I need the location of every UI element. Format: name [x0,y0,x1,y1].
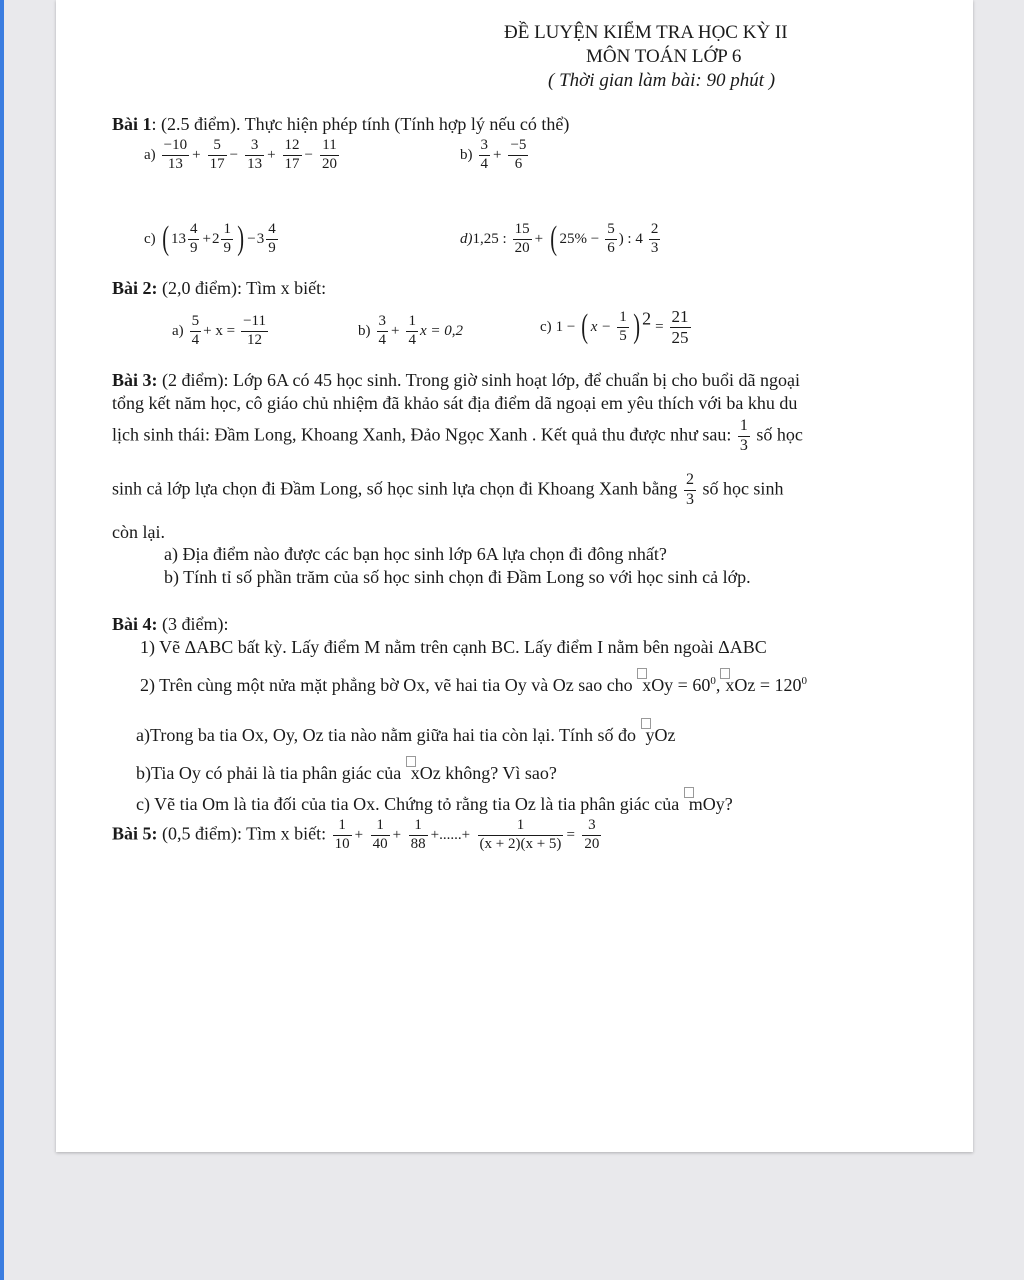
subject-title: MÔN TOÁN LỚP 6 [586,46,742,67]
window-edge [0,0,4,1280]
bai4-q1: 1) Vẽ ΔABC bất kỳ. Lấy điểm M nằm trên cạnh BC. Lấy điểm I nằm bên ngoài ΔABC [140,637,767,657]
bai4-heading: Bài 4: (3 điểm): [112,614,229,634]
bai3-label: Bài 3: [112,370,158,390]
bai3-line1: Bài 3: (2 điểm): Lớp 6A có 45 học sinh. Trong giờ sinh hoạt lớp, để chuẩn bị cho buổi dã ngoại [112,370,801,390]
bai5: Bài 5: (0,5 điểm): Tìm x biết: $\frac{1}{10}$ + $\frac{1}{40}$ + $\frac{1}{88}$ +......+ $\frac{1}{(x + 2)(x + 5)}$ = $\frac{3}{20}$ [112,817,600,852]
bai2-heading [112,278,326,299]
time-note: ( Thời gian làm bài: 90 phút ) [548,70,776,91]
document-page [56,0,973,1152]
bai2-c: c) 1 − ( x − $\frac{1}{5}$ ) 2 = $\frac{21}{25}$ [540,307,689,347]
bai4-label: Bài 4: [112,614,158,634]
bai1-heading [112,114,569,135]
bai4-part-b: b)Tia Oy có phải là tia phân giác của xOz không? Vì sao? [136,756,557,784]
bai2-label: Bài 2: [112,278,158,298]
bai3-line5: còn lại. [112,522,165,542]
bai2-text: (2,0 điểm): Tìm x biết: [157,278,327,298]
bai3-question-a: a) Địa điểm nào được các bạn học sinh lớp 6A lựa chọn đi đông nhất? [164,544,667,564]
bai4-q2: 2) Trên cùng một nửa mặt phẳng bờ Ox, vẽ hai tia Oy và Oz sao cho xOy = $60^0$, xOz = $120^0$ [140,668,807,696]
bai1-a: a) $\frac{-10}{13}$ + $\frac{5}{17}$ − $\frac{3}{13}$ + $\frac{12}{17}$ − $\frac{11}{20}$ [144,137,337,172]
bai5-label: Bài 5: [112,823,158,844]
bai3-line3: lịch sinh thái: Đầm Long, Khoang Xanh, Đảo Ngọc Xanh . Kết quả thu được như sau: $\frac{1}{3}$ số học [112,417,803,454]
bai4-part-c: c) Vẽ tia Om là tia đối của tia Ox. Chứng tỏ rằng tia Oz là tia phân giác của mOy? [136,787,733,815]
exam-title: ĐỀ LUYỆN KIỂM TRA HỌC KỲ II [504,22,788,43]
bai3-line4: sinh cả lớp lựa chọn đi Đầm Long, số học sinh lựa chọn đi Khoang Xanh bằng $\frac{2}{3}$ số học sinh [112,471,784,508]
bai1-b: b) $\frac{3}{4}$ + $\frac{-5}{6}$ [460,137,527,172]
bai3-line2: tổng kết năm học, cô giáo chủ nhiệm đã khảo sát địa điểm dã ngoại em yêu thích với ba khu du [112,393,798,413]
bai2-b: b) $\frac{3}{4}$ + $\frac{1}{4}$ x = 0,2 [358,313,463,348]
bai3-question-b: b) Tính tỉ số phần trăm của số học sinh chọn đi Đầm Long so với học sinh cả lớp. [164,567,751,587]
bai4-part-a: a)Trong ba tia Ox, Oy, Oz tia nào nằm giữa hai tia còn lại. Tính số đo yOz [136,718,676,746]
bai1-text: : (2.5 điểm). Thực hiện phép tính (Tính hợp lý nếu có thể) [151,114,570,134]
bai1-c: c) ( 13 $\frac{4}{9}$ +2 $\frac{1}{9}$ ) −3 $\frac{4}{9}$ [144,220,276,258]
bai2-a: a) $\frac{5}{4}$ + x = $\frac{-11}{12}$ [172,313,266,348]
bai1-d: d)1,25 : $\frac{15}{20}$ + ( 25% − $\frac{5}{6}$ ) : 4 $\frac{2}{3}$ [460,220,659,258]
bai1-label: Bài 1 [112,114,152,134]
